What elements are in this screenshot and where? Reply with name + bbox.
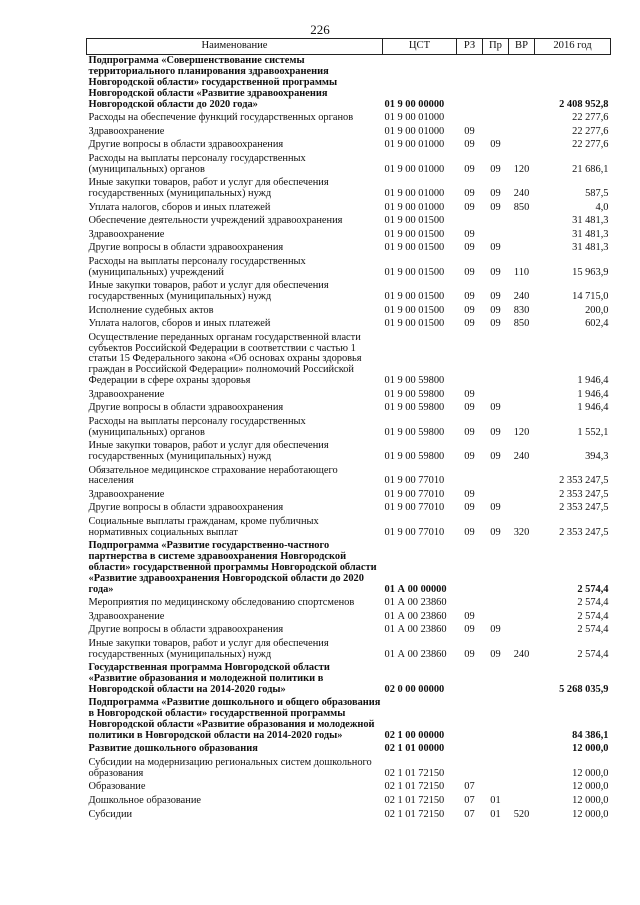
table-row — [87, 757, 611, 781]
cell-rz — [457, 215, 483, 229]
cell-pr: 09 — [490, 188, 501, 200]
cell-name: Расходы на выплаты персоналу государственных (муниципальных) органов — [88, 415, 306, 438]
cell-amount: 15 963,9 — [572, 266, 609, 278]
cell-vr: 850 — [513, 201, 530, 213]
cell-pr: 09 — [490, 266, 501, 278]
cell-amount: 200,0 — [585, 304, 609, 316]
cell-name: Иные закупки товаров, работ и услуг для обеспечения государственных (муниципальных) нужд — [88, 177, 329, 200]
cell-vr — [509, 540, 535, 597]
cell-amount: 2 353 247,5 — [559, 488, 609, 500]
cell-pr: 09 — [490, 450, 501, 462]
cell-amount: 21 686,1 — [572, 163, 609, 175]
table-row — [87, 280, 611, 304]
table-row — [87, 697, 611, 743]
cell-name: Здравоохранение — [88, 488, 165, 500]
cell-cst: 02 1 01 72150 — [384, 808, 445, 820]
table-row — [87, 388, 611, 402]
table-row — [87, 331, 611, 388]
cell-rz — [457, 743, 483, 757]
cell-pr: 09 — [490, 242, 501, 254]
cell-cst: 01 9 00 59800 — [384, 426, 445, 438]
table-row — [87, 139, 611, 153]
cell-name: Субсидии на модернизацию региональных систем дошкольного образования — [88, 757, 372, 779]
cell-vr — [509, 757, 535, 781]
cell-amount: 2 574,4 — [577, 624, 609, 636]
cell-pr: 09 — [490, 201, 501, 213]
cell-name: Другие вопросы в области здравоохранения — [88, 624, 284, 636]
cell-pr — [483, 662, 509, 697]
cell-vr: 520 — [513, 808, 530, 820]
cell-rz: 09 — [464, 388, 475, 400]
cell-vr — [509, 781, 535, 795]
cell-rz: 09 — [464, 648, 475, 660]
cell-vr — [509, 55, 535, 112]
cell-rz: 09 — [464, 526, 475, 538]
page-number: 226 — [310, 22, 330, 37]
cell-amount: 2 408 952,8 — [559, 98, 609, 110]
cell-cst: 01 9 00 01500 — [384, 266, 445, 278]
cell-pr — [483, 743, 509, 757]
table-body — [87, 55, 611, 822]
cell-cst: 02 1 00 00000 — [384, 729, 445, 741]
cell-amount: 2 574,4 — [577, 583, 609, 595]
cell-rz: 07 — [464, 781, 475, 793]
cell-cst: 01 9 00 01500 — [384, 228, 445, 240]
header-rz: РЗ — [457, 39, 483, 55]
table-row — [87, 201, 611, 215]
cell-cst: 01 9 00 01500 — [384, 291, 445, 303]
cell-pr — [483, 125, 509, 139]
table-row — [87, 464, 611, 488]
table-row — [87, 112, 611, 126]
cell-name: Мероприятия по медицинскому обследованию спортсменов — [88, 597, 355, 609]
cell-pr — [483, 610, 509, 624]
header-amount: 2016 год — [535, 39, 611, 55]
table-row — [87, 304, 611, 318]
cell-amount: 22 277,6 — [572, 112, 609, 124]
cell-rz — [457, 757, 483, 781]
cell-rz — [457, 662, 483, 697]
cell-rz — [457, 540, 483, 597]
header-vr: ВР — [509, 39, 535, 55]
cell-amount: 2 353 247,5 — [559, 475, 609, 487]
cell-amount: 4,0 — [595, 201, 609, 213]
table-row — [87, 318, 611, 332]
header-cst: ЦСТ — [383, 39, 457, 55]
cell-cst: 01 9 00 77010 — [384, 502, 445, 514]
cell-amount: 84 386,1 — [572, 729, 609, 741]
cell-cst: 01 А 00 23860 — [384, 597, 447, 609]
cell-rz — [457, 697, 483, 743]
cell-pr — [483, 489, 509, 503]
cell-rz: 09 — [464, 291, 475, 303]
cell-cst: 02 1 01 00000 — [384, 743, 445, 755]
cell-name: Подпрограмма «Развитие государственно-частного партнерства в системе здравоохранения Новгородской области» государственной программы Новгородской области «Развитие здравоохранения Новгородской области до 2020 года» — [88, 540, 377, 595]
cell-amount: 14 715,0 — [572, 291, 609, 303]
cell-name: Подпрограмма «Развитие дошкольного и общего образования в Новгородской области» государственной программы Новгородской области «Развитие образования и молодежной политики в Новгородской области на 2014-2020 годы» — [88, 697, 381, 741]
cell-vr — [509, 662, 535, 697]
cell-vr — [509, 242, 535, 256]
cell-amount: 5 268 035,9 — [559, 683, 609, 695]
table-header-row — [87, 39, 611, 55]
table-row — [87, 125, 611, 139]
table-row — [87, 624, 611, 638]
cell-name: Здравоохранение — [88, 125, 165, 137]
cell-amount: 1 552,1 — [577, 426, 609, 438]
cell-name: Развитие дошкольного образования — [88, 743, 258, 755]
cell-cst: 01 9 00 01000 — [384, 163, 445, 175]
cell-pr — [483, 540, 509, 597]
table-row — [87, 808, 611, 822]
cell-amount: 1 946,4 — [577, 375, 609, 387]
cell-pr — [483, 55, 509, 112]
cell-name: Образование — [88, 781, 146, 793]
table-row — [87, 415, 611, 439]
cell-name: Расходы на обеспечение функций государственных органов — [88, 112, 354, 124]
cell-cst: 02 1 01 72150 — [384, 794, 445, 806]
cell-rz: 09 — [464, 402, 475, 414]
header-pr: Пр — [483, 39, 509, 55]
cell-name: Дошкольное образование — [88, 794, 202, 806]
cell-pr: 09 — [490, 402, 501, 414]
cell-vr: 120 — [513, 163, 530, 175]
table-row — [87, 638, 611, 662]
cell-pr: 09 — [490, 139, 501, 151]
table-row — [87, 440, 611, 464]
cell-amount: 2 353 247,5 — [559, 502, 609, 514]
cell-amount: 394,3 — [585, 450, 609, 462]
cell-vr: 110 — [513, 266, 530, 278]
cell-cst: 01 А 00 23860 — [384, 648, 447, 660]
cell-rz: 09 — [464, 304, 475, 316]
cell-rz: 09 — [464, 450, 475, 462]
cell-rz: 09 — [464, 228, 475, 240]
cell-cst: 01 А 00 00000 — [384, 583, 447, 595]
cell-name: Иные закупки товаров, работ и услуг для обеспечения государственных (муниципальных) нужд — [88, 637, 329, 660]
cell-cst: 01 9 00 77010 — [384, 488, 445, 500]
cell-rz: 09 — [464, 318, 475, 330]
table-row — [87, 402, 611, 416]
cell-amount: 12 000,0 — [572, 808, 609, 820]
cell-name: Другие вопросы в области здравоохранения — [88, 502, 284, 514]
cell-pr: 09 — [490, 624, 501, 636]
cell-vr — [509, 610, 535, 624]
cell-cst: 01 9 00 01500 — [384, 215, 445, 227]
cell-vr: 120 — [513, 426, 530, 438]
cell-name: Подпрограмма «Совершенствование системы территориального планирования здравоохранения Новгородской области» государственной программы Новгородской области «Развитие здравоохранения Новгородской области до 2020 года» — [88, 55, 338, 110]
cell-cst: 01 9 00 59800 — [384, 375, 445, 387]
cell-vr — [509, 743, 535, 757]
cell-pr — [483, 112, 509, 126]
cell-pr — [483, 781, 509, 795]
cell-rz: 09 — [464, 488, 475, 500]
cell-cst: 01 9 00 01000 — [384, 188, 445, 200]
table-row — [87, 540, 611, 597]
cell-pr: 01 — [490, 808, 501, 820]
table-row — [87, 489, 611, 503]
cell-rz: 09 — [464, 139, 475, 151]
cell-vr: 850 — [513, 318, 530, 330]
cell-vr — [509, 139, 535, 153]
cell-pr: 09 — [490, 318, 501, 330]
cell-rz — [457, 55, 483, 112]
cell-cst: 01 9 00 01500 — [384, 242, 445, 254]
table-row — [87, 597, 611, 611]
cell-amount: 2 574,4 — [577, 597, 609, 609]
cell-rz — [457, 597, 483, 611]
cell-name: Государственная программа Новгородской области «Развитие образования и молодежной политики в Новгородской области на 2014-2020 годы» — [88, 662, 330, 695]
cell-name: Здравоохранение — [88, 388, 165, 400]
table-row — [87, 662, 611, 697]
cell-rz: 09 — [464, 188, 475, 200]
cell-cst: 01 9 00 59800 — [384, 450, 445, 462]
cell-amount: 31 481,3 — [572, 242, 609, 254]
cell-rz: 09 — [464, 624, 475, 636]
cell-vr — [509, 624, 535, 638]
cell-amount: 22 277,6 — [572, 125, 609, 137]
cell-cst: 02 0 00 00000 — [384, 683, 445, 695]
cell-cst: 01 А 00 23860 — [384, 624, 447, 636]
table-row — [87, 781, 611, 795]
cell-vr — [509, 215, 535, 229]
cell-pr: 09 — [490, 648, 501, 660]
cell-cst: 01 9 00 01000 — [384, 112, 445, 124]
cell-name: Субсидии — [88, 808, 133, 820]
cell-amount: 22 277,6 — [572, 139, 609, 151]
cell-cst: 01 9 00 77010 — [384, 526, 445, 538]
cell-vr — [509, 795, 535, 809]
cell-amount: 1 946,4 — [577, 388, 609, 400]
cell-vr — [509, 464, 535, 488]
cell-pr — [483, 331, 509, 388]
table-row — [87, 153, 611, 177]
cell-vr — [509, 125, 535, 139]
cell-cst: 01 9 00 01500 — [384, 304, 445, 316]
cell-cst: 02 1 01 72150 — [384, 781, 445, 793]
cell-cst: 01 А 00 23860 — [384, 610, 447, 622]
cell-pr — [483, 215, 509, 229]
cell-name: Уплата налогов, сборов и иных платежей — [88, 201, 271, 213]
cell-name: Здравоохранение — [88, 228, 165, 240]
cell-cst: 01 9 00 00000 — [384, 98, 445, 110]
cell-name: Здравоохранение — [88, 610, 165, 622]
cell-vr — [509, 489, 535, 503]
cell-pr — [483, 697, 509, 743]
cell-amount: 31 481,3 — [572, 215, 609, 227]
cell-amount: 587,5 — [585, 188, 609, 200]
cell-amount: 2 574,4 — [577, 648, 609, 660]
cell-pr: 09 — [490, 426, 501, 438]
cell-rz: 09 — [464, 125, 475, 137]
cell-amount: 2 353 247,5 — [559, 526, 609, 538]
cell-rz: 09 — [464, 502, 475, 514]
cell-cst: 01 9 00 59800 — [384, 388, 445, 400]
cell-pr — [483, 388, 509, 402]
table-row — [87, 743, 611, 757]
cell-amount: 12 000,0 — [572, 794, 609, 806]
cell-vr — [509, 697, 535, 743]
cell-amount: 2 574,4 — [577, 610, 609, 622]
table-row — [87, 256, 611, 280]
cell-rz: 09 — [464, 610, 475, 622]
cell-pr: 09 — [490, 163, 501, 175]
cell-cst: 01 9 00 01000 — [384, 139, 445, 151]
budget-table — [86, 38, 611, 822]
cell-name: Другие вопросы в области здравоохранения — [88, 139, 284, 151]
cell-vr: 830 — [513, 304, 530, 316]
cell-vr — [509, 228, 535, 242]
cell-vr — [509, 597, 535, 611]
cell-pr: 09 — [490, 502, 501, 514]
cell-cst: 01 9 00 01000 — [384, 201, 445, 213]
cell-rz — [457, 464, 483, 488]
cell-name: Уплата налогов, сборов и иных платежей — [88, 318, 271, 330]
cell-vr: 240 — [513, 291, 530, 303]
cell-vr: 320 — [513, 526, 530, 538]
cell-rz: 09 — [464, 201, 475, 213]
cell-vr — [509, 112, 535, 126]
cell-vr — [509, 502, 535, 516]
cell-vr — [509, 331, 535, 388]
cell-vr: 240 — [513, 450, 530, 462]
header-name: Наименование — [87, 39, 383, 55]
table-row — [87, 516, 611, 540]
table-row — [87, 55, 611, 112]
cell-pr: 09 — [490, 526, 501, 538]
table-row — [87, 177, 611, 201]
cell-name: Расходы на выплаты персоналу государственных (муниципальных) органов — [88, 152, 306, 175]
cell-vr: 240 — [513, 188, 530, 200]
cell-rz — [457, 112, 483, 126]
cell-name: Обеспечение деятельности учреждений здравоохранения — [88, 215, 343, 227]
cell-cst: 01 9 00 01000 — [384, 125, 445, 137]
cell-cst: 01 9 00 77010 — [384, 475, 445, 487]
cell-pr — [483, 757, 509, 781]
cell-name: Обязательное медицинское страхование неработающего населения — [88, 464, 338, 487]
cell-amount: 12 000,0 — [572, 767, 609, 779]
cell-rz: 07 — [464, 794, 475, 806]
cell-amount: 12 000,0 — [572, 743, 609, 755]
cell-pr: 09 — [490, 291, 501, 303]
cell-amount: 31 481,3 — [572, 228, 609, 240]
cell-pr: 09 — [490, 304, 501, 316]
cell-rz — [457, 331, 483, 388]
cell-amount: 12 000,0 — [572, 781, 609, 793]
cell-name: Осуществление переданных органам государственной власти субъектов Российской Федерации в соответствии с частью 1 статьи 15 Федерального закона «Об основах охраны здоровья граждан в Российской Федерации» полномочий Российской Федерации в сфере охраны здоровья — [88, 331, 362, 387]
cell-rz: 07 — [464, 808, 475, 820]
cell-name: Иные закупки товаров, работ и услуг для обеспечения государственных (муниципальных) нужд — [88, 280, 329, 303]
table-row — [87, 228, 611, 242]
cell-cst: 01 9 00 59800 — [384, 402, 445, 414]
table-row — [87, 215, 611, 229]
table-row — [87, 242, 611, 256]
table-row — [87, 502, 611, 516]
cell-name: Расходы на выплаты персоналу государственных (муниципальных) учреждений — [88, 255, 306, 278]
cell-vr — [509, 388, 535, 402]
cell-amount: 1 946,4 — [577, 402, 609, 414]
cell-pr — [483, 464, 509, 488]
cell-pr — [483, 228, 509, 242]
table-row — [87, 795, 611, 809]
cell-cst: 02 1 01 72150 — [384, 767, 445, 779]
table-row — [87, 610, 611, 624]
cell-rz: 09 — [464, 163, 475, 175]
cell-pr — [483, 597, 509, 611]
cell-name: Иные закупки товаров, работ и услуг для обеспечения государственных (муниципальных) нужд — [88, 440, 329, 462]
cell-amount: 602,4 — [585, 318, 609, 330]
cell-name: Исполнение судебных актов — [88, 304, 214, 316]
cell-rz: 09 — [464, 426, 475, 438]
cell-name: Социальные выплаты гражданам, кроме публичных нормативных социальных выплат — [88, 516, 319, 538]
cell-vr: 240 — [513, 648, 530, 660]
cell-rz: 09 — [464, 242, 475, 254]
cell-vr — [509, 402, 535, 416]
cell-rz: 09 — [464, 266, 475, 278]
cell-cst: 01 9 00 01500 — [384, 318, 445, 330]
cell-name: Другие вопросы в области здравоохранения — [88, 242, 284, 254]
cell-name: Другие вопросы в области здравоохранения — [88, 402, 284, 414]
cell-pr: 01 — [490, 794, 501, 806]
